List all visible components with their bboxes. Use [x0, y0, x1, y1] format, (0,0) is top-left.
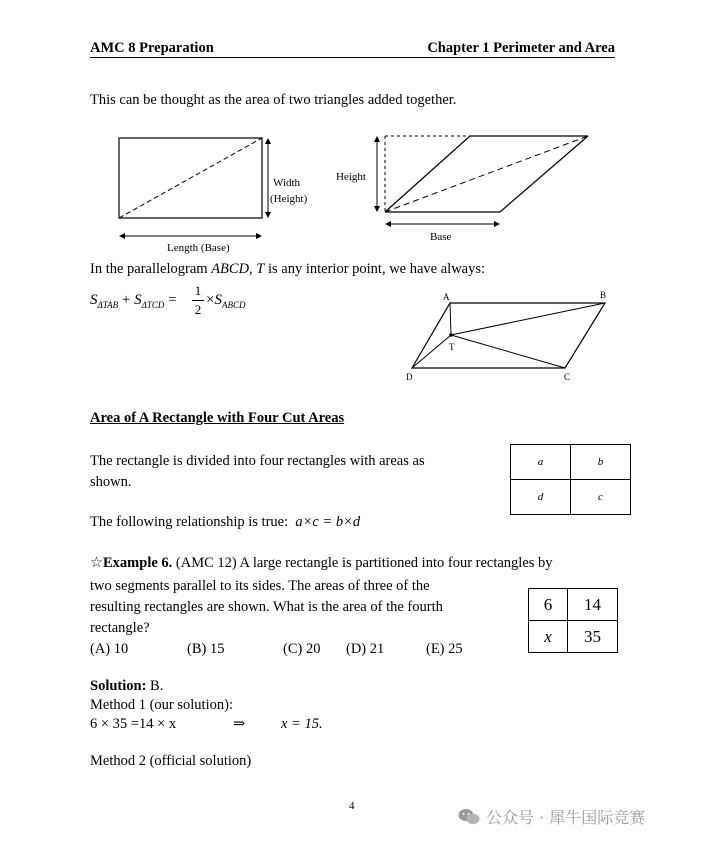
rect-text-line1: The rectangle is divided into four rectangles with areas as: [90, 453, 425, 469]
parallelogram-abcd-figure: [400, 288, 615, 383]
parallelogram-diagonal: [385, 136, 588, 212]
solution-line: Solution: B.: [90, 678, 164, 694]
solution-calc: 6 × 35 =14 × x: [90, 716, 177, 732]
intro-text: This can be thought as the area of two triangles added together.: [90, 92, 457, 108]
relationship-line: The following relationship is true: a×c = b×d: [90, 514, 361, 530]
section-title: Area of A Rectangle with Four Cut Areas: [90, 410, 345, 426]
header-right: Chapter 1 Perimeter and Area: [427, 40, 615, 56]
example-cell-x: x: [529, 621, 568, 653]
watermark-text: 公众号 · 犀牛国际竞赛: [486, 808, 646, 827]
rectangle-figure: [112, 130, 308, 255]
base-text: Base: [430, 231, 452, 243]
example-cell-35: 35: [568, 621, 618, 653]
choice-c: (C) 20: [283, 641, 321, 657]
point-t: [449, 333, 453, 337]
vertex-b-label: B: [600, 290, 607, 300]
point-t-label: T: [449, 342, 455, 352]
grid-cell-d: d: [511, 480, 571, 515]
example-line4: rectangle?: [90, 620, 150, 636]
page-number: 4: [349, 800, 355, 812]
rectangle-diagonal: [119, 138, 262, 218]
fraction-numerator: 1: [194, 283, 202, 298]
method2-label: Method 2 (official solution): [90, 753, 252, 769]
parallelogram-figure: [330, 128, 595, 248]
parallelogram-text: In the parallelogram ABCD, T is any interior point, we have always:: [90, 261, 486, 277]
example-line1: ☆Example 6. (AMC 12) A large rectangle is partitioned into four rectangles by: [90, 555, 553, 571]
height-text: Height: [336, 171, 366, 183]
grid-cell-b: b: [571, 445, 631, 480]
four-areas-grid: [510, 444, 631, 515]
wechat-icon: [458, 808, 480, 826]
vertex-a-label: A: [443, 292, 450, 302]
example-cell-14: 14: [568, 589, 618, 621]
choice-e: (E) 25: [426, 641, 463, 657]
watermark: [458, 805, 645, 828]
vertex-d-label: D: [406, 372, 413, 382]
example-grid: [528, 588, 618, 653]
fraction-bar: [192, 300, 204, 301]
rect-text-line2: shown.: [90, 474, 132, 490]
solution-result: x = 15.: [281, 716, 323, 732]
header-left: AMC 8 Preparation: [90, 40, 214, 56]
grid-cell-a: a: [511, 445, 571, 480]
example-line3: resulting rectangles are shown. What is the area of the fourth: [90, 599, 443, 615]
vertex-c-label: C: [564, 372, 571, 382]
example-cell-6: 6: [529, 589, 568, 621]
header-rule: [90, 57, 615, 58]
width-label: Width: [273, 177, 301, 189]
method1-label: Method 1 (our solution):: [90, 697, 233, 713]
parallelogram-abcd: [412, 303, 605, 368]
implies-arrow: ⇒: [233, 716, 246, 732]
area-formula: $S_{\Delta TAB} + S_{\Delta TCD}$ =: [90, 292, 177, 310]
example-line2: two segments parallel to its sides. The areas of three of the: [90, 578, 430, 594]
choice-d: (D) 21: [346, 641, 385, 657]
fraction-denominator: 2: [194, 302, 202, 317]
grid-cell-c: c: [571, 480, 631, 515]
length-label: Length (Base): [167, 242, 230, 254]
area-formula-end: $\times S_{ABCD}$: [206, 292, 246, 310]
height-label: (Height): [270, 193, 308, 205]
choice-b: (B) 15: [187, 641, 225, 657]
choice-a: (A) 10: [90, 641, 129, 657]
